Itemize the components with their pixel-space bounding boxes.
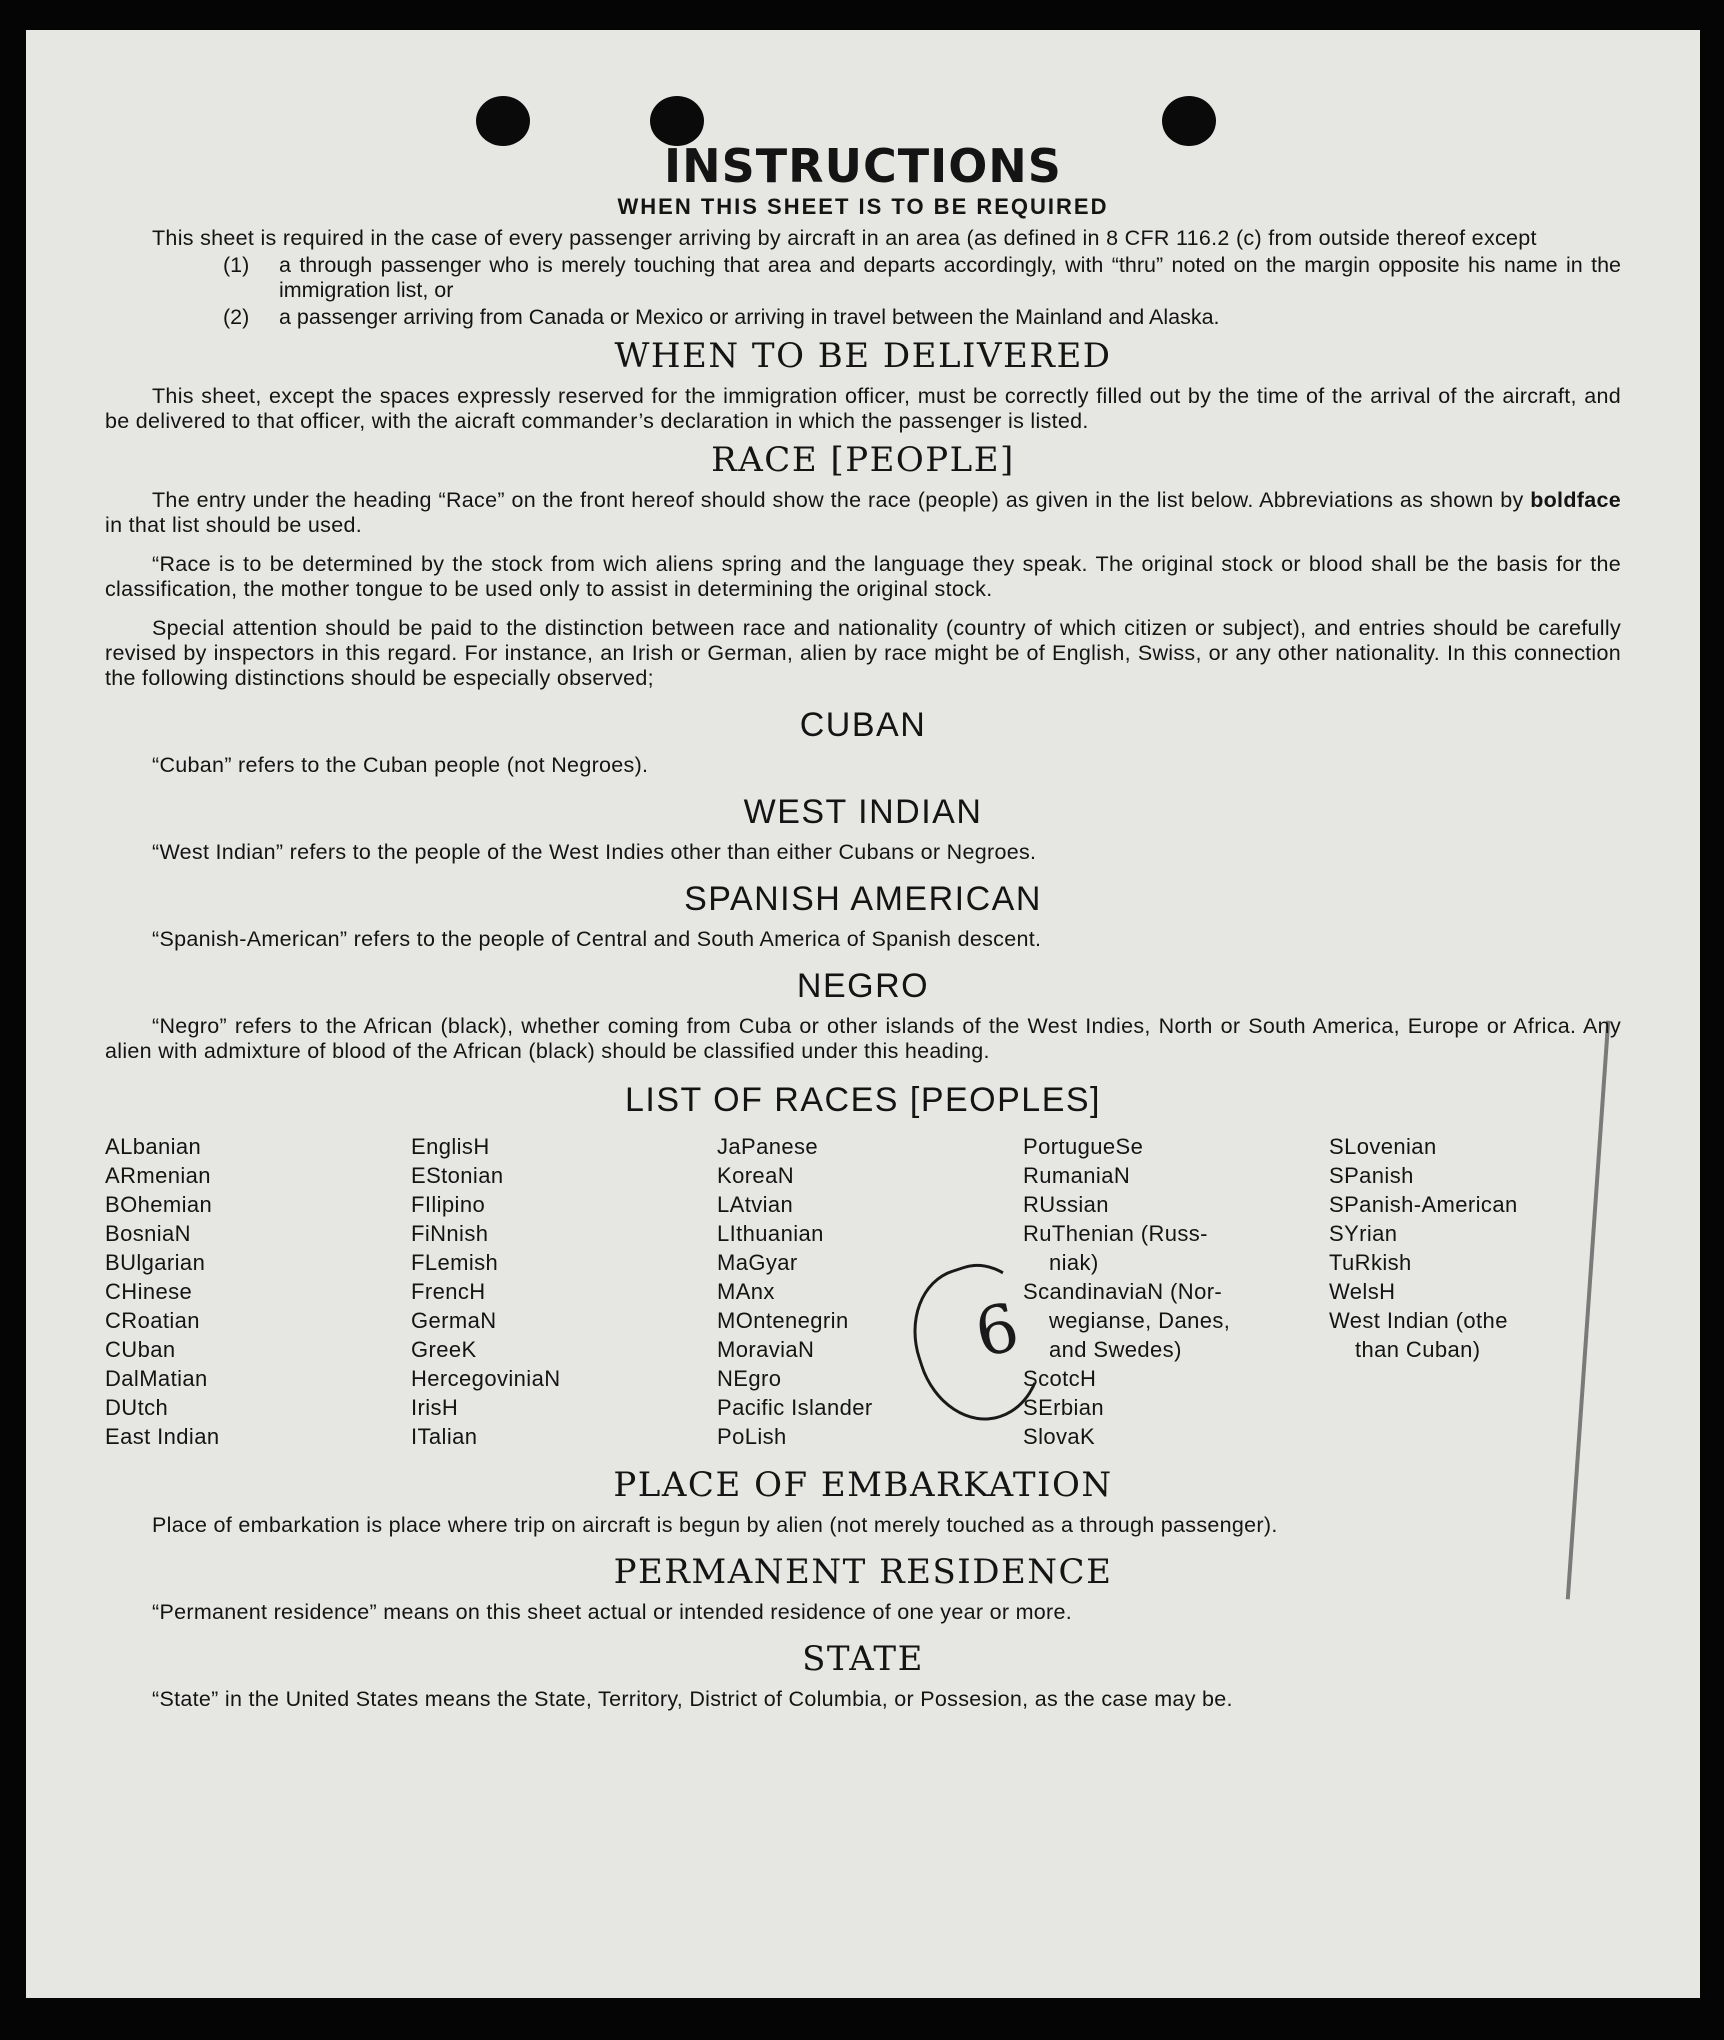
race-entry: IrisH (411, 1395, 459, 1420)
heading-permanent-residence: PERMANENT RESIDENCE (613, 1552, 1113, 1592)
race-entry: MaGyar (717, 1250, 798, 1275)
race-entry: ARmenian (105, 1163, 211, 1188)
race-entry: wegianse, Danes, (1049, 1308, 1231, 1333)
race-entry: BUlgarian (105, 1250, 206, 1275)
race-entry: FIlipino (411, 1192, 486, 1217)
state-text: “State” in the United States means the State, Territory, District of Columbia, or Possesion, as the case may be. (152, 1687, 1233, 1711)
race-entry: RUssian (1023, 1192, 1109, 1217)
race-entry: SLovenian (1329, 1134, 1437, 1159)
race-entry: CHinese (105, 1279, 193, 1304)
races-column (1329, 1132, 1621, 1451)
race-entry: CRoatian (105, 1308, 200, 1333)
race-entry: RuThenian (Russ- (1023, 1221, 1208, 1246)
race-entry: BosniaN (105, 1221, 191, 1246)
race-entry: ScotcH (1023, 1366, 1097, 1391)
race-entry: SPanish-American (1329, 1192, 1518, 1217)
heading-negro: NEGRO (796, 967, 930, 1005)
race-paragraph-1 (105, 488, 1621, 538)
section-subtitle: WHEN THIS SHEET IS TO BE REQUIRED (617, 194, 1109, 219)
race-paragraph-3: Special attention should be paid to the distinction between race and nationality (country of which citizen or subject), and entries should be carefully revised by inspectors in this regard. For instance, an Irish or German, alien by race might be of English, Swiss, or any other nationality. In this connection the following distinctions should be especially observed; (105, 616, 1621, 690)
race-entry: and Swedes) (1049, 1337, 1182, 1362)
spanish-american-text: “Spanish-American” refers to the people of Central and South America of Spanish descent. (152, 927, 1042, 951)
race-entry: MOntenegrin (717, 1308, 849, 1333)
race-entry: LAtvian (717, 1192, 794, 1217)
race-entry: NEgro (717, 1366, 782, 1391)
race-entry: TuRkish (1329, 1250, 1412, 1275)
race-entry: KoreaN (717, 1163, 794, 1188)
race-entry: HercegoviniaN (411, 1366, 561, 1391)
instructions-content (105, 138, 1621, 1712)
race-entry: PortugueSe (1023, 1134, 1144, 1159)
race-entry: MoraviaN (717, 1337, 815, 1362)
race-text: The entry under the heading “Race” on the front hereof should show the race (people) as given in the list below. Abbreviations as shown by (152, 488, 1531, 512)
race-entry: DUtch (105, 1395, 169, 1420)
exception-text: a through passenger who is merely touching that area and departs accordingly, with “thru” noted on the margin opposite his name in the immigration list, or (279, 253, 1621, 302)
heading-spanish-american: SPANISH AMERICAN (684, 880, 1042, 918)
exception-item (223, 253, 1621, 303)
race-entry: SlovaK (1023, 1424, 1096, 1449)
cuban-text: “Cuban” refers to the Cuban people (not Negroes). (152, 753, 649, 777)
race-entry: East Indian (105, 1424, 220, 1449)
race-entry: GreeK (411, 1337, 477, 1362)
race-entry: ScandinaviaN (Nor- (1023, 1279, 1223, 1304)
heading-west-indian: WEST INDIAN (743, 793, 983, 831)
heading-embarkation: PLACE OF EMBARKATION (613, 1465, 1113, 1505)
race-entry: LIthuanian (717, 1221, 824, 1246)
race-entry: CUban (105, 1337, 176, 1362)
page-title: INSTRUCTIONS (664, 139, 1062, 193)
heading-when-delivered: WHEN TO BE DELIVERED (614, 336, 1112, 376)
race-entry: ALbanian (105, 1134, 202, 1159)
race-entry: MAnx (717, 1279, 775, 1304)
race-entry: than Cuban) (1355, 1337, 1481, 1362)
race-entry: EnglisH (411, 1134, 490, 1159)
delivered-text: This sheet, except the spaces expressly reserved for the immigration officer, must be correctly filled out by the time of the arrival of the aircraft, and be delivered to that officer, with the aicraft commander’s declaration in which the passenger is listed. (105, 384, 1621, 433)
residence-text: “Permanent residence” means on this sheet actual or intended residence of one year or more. (152, 1600, 1073, 1624)
race-entry: FrencH (411, 1279, 486, 1304)
race-entry: FiNnish (411, 1221, 489, 1246)
race-entry: SYrian (1329, 1221, 1398, 1246)
embarkation-text: Place of embarkation is place where trip on aircraft is begun by alien (not merely touched as a through passenger). (152, 1513, 1278, 1537)
race-entry: BOhemian (105, 1192, 213, 1217)
exception-number: (2) (223, 305, 250, 329)
west-indian-text: “West Indian” refers to the people of the West Indies other than either Cubans or Negroes. (152, 840, 1037, 864)
races-column (105, 1132, 411, 1451)
race-entry: West Indian (othe (1329, 1308, 1508, 1333)
race-entry: FLemish (411, 1250, 499, 1275)
race-entry: Pacific Islander (717, 1395, 873, 1420)
race-entry: GermaN (411, 1308, 497, 1333)
races-list (105, 1132, 1621, 1451)
race-text: in that list should be used. (105, 513, 363, 537)
required-intro: This sheet is required in the case of every passenger arriving by aircraft in an area (as defined in 8 CFR 116.2 (c) from outside thereof except (152, 226, 1537, 250)
race-entry: niak) (1049, 1250, 1099, 1275)
race-entry: WelsH (1329, 1279, 1396, 1304)
race-bold-word: boldface (1530, 488, 1621, 512)
heading-list-of-races: LIST OF RACES [PEOPLES] (624, 1081, 1102, 1119)
race-entry: ITalian (411, 1424, 478, 1449)
race-entry: DalMatian (105, 1366, 208, 1391)
race-entry: RumaniaN (1023, 1163, 1131, 1188)
negro-text: “Negro” refers to the African (black), whether coming from Cuba or other islands of the West Indies, North or South America, Europe or Africa. Any alien with admixture of blood of the African (black) should be classified under this heading. (105, 1014, 1621, 1063)
race-paragraph-2: “Race is to be determined by the stock from wich aliens spring and the language they speak. The original stock or blood shall be the basis for the classification, the mother tongue to be used only to assist in determining the original stock. (105, 552, 1621, 601)
heading-state: STATE (802, 1639, 924, 1679)
exception-item (223, 305, 1621, 330)
race-entry: JaPanese (717, 1134, 819, 1159)
race-entry: SPanish (1329, 1163, 1414, 1188)
races-column (411, 1132, 717, 1451)
race-entry: SErbian (1023, 1395, 1105, 1420)
races-column (1023, 1132, 1329, 1451)
race-entry: EStonian (411, 1163, 504, 1188)
race-entry: PoLish (717, 1424, 787, 1449)
exception-text: a passenger arriving from Canada or Mexico or arriving in travel between the Mainland and Alaska. (279, 305, 1220, 329)
document-sheet (26, 30, 1700, 1998)
exception-number: (1) (223, 253, 250, 277)
heading-cuban: CUBAN (799, 706, 927, 744)
handwritten-mark: 6 (968, 1288, 1026, 1373)
heading-race: RACE [PEOPLE] (711, 440, 1015, 480)
